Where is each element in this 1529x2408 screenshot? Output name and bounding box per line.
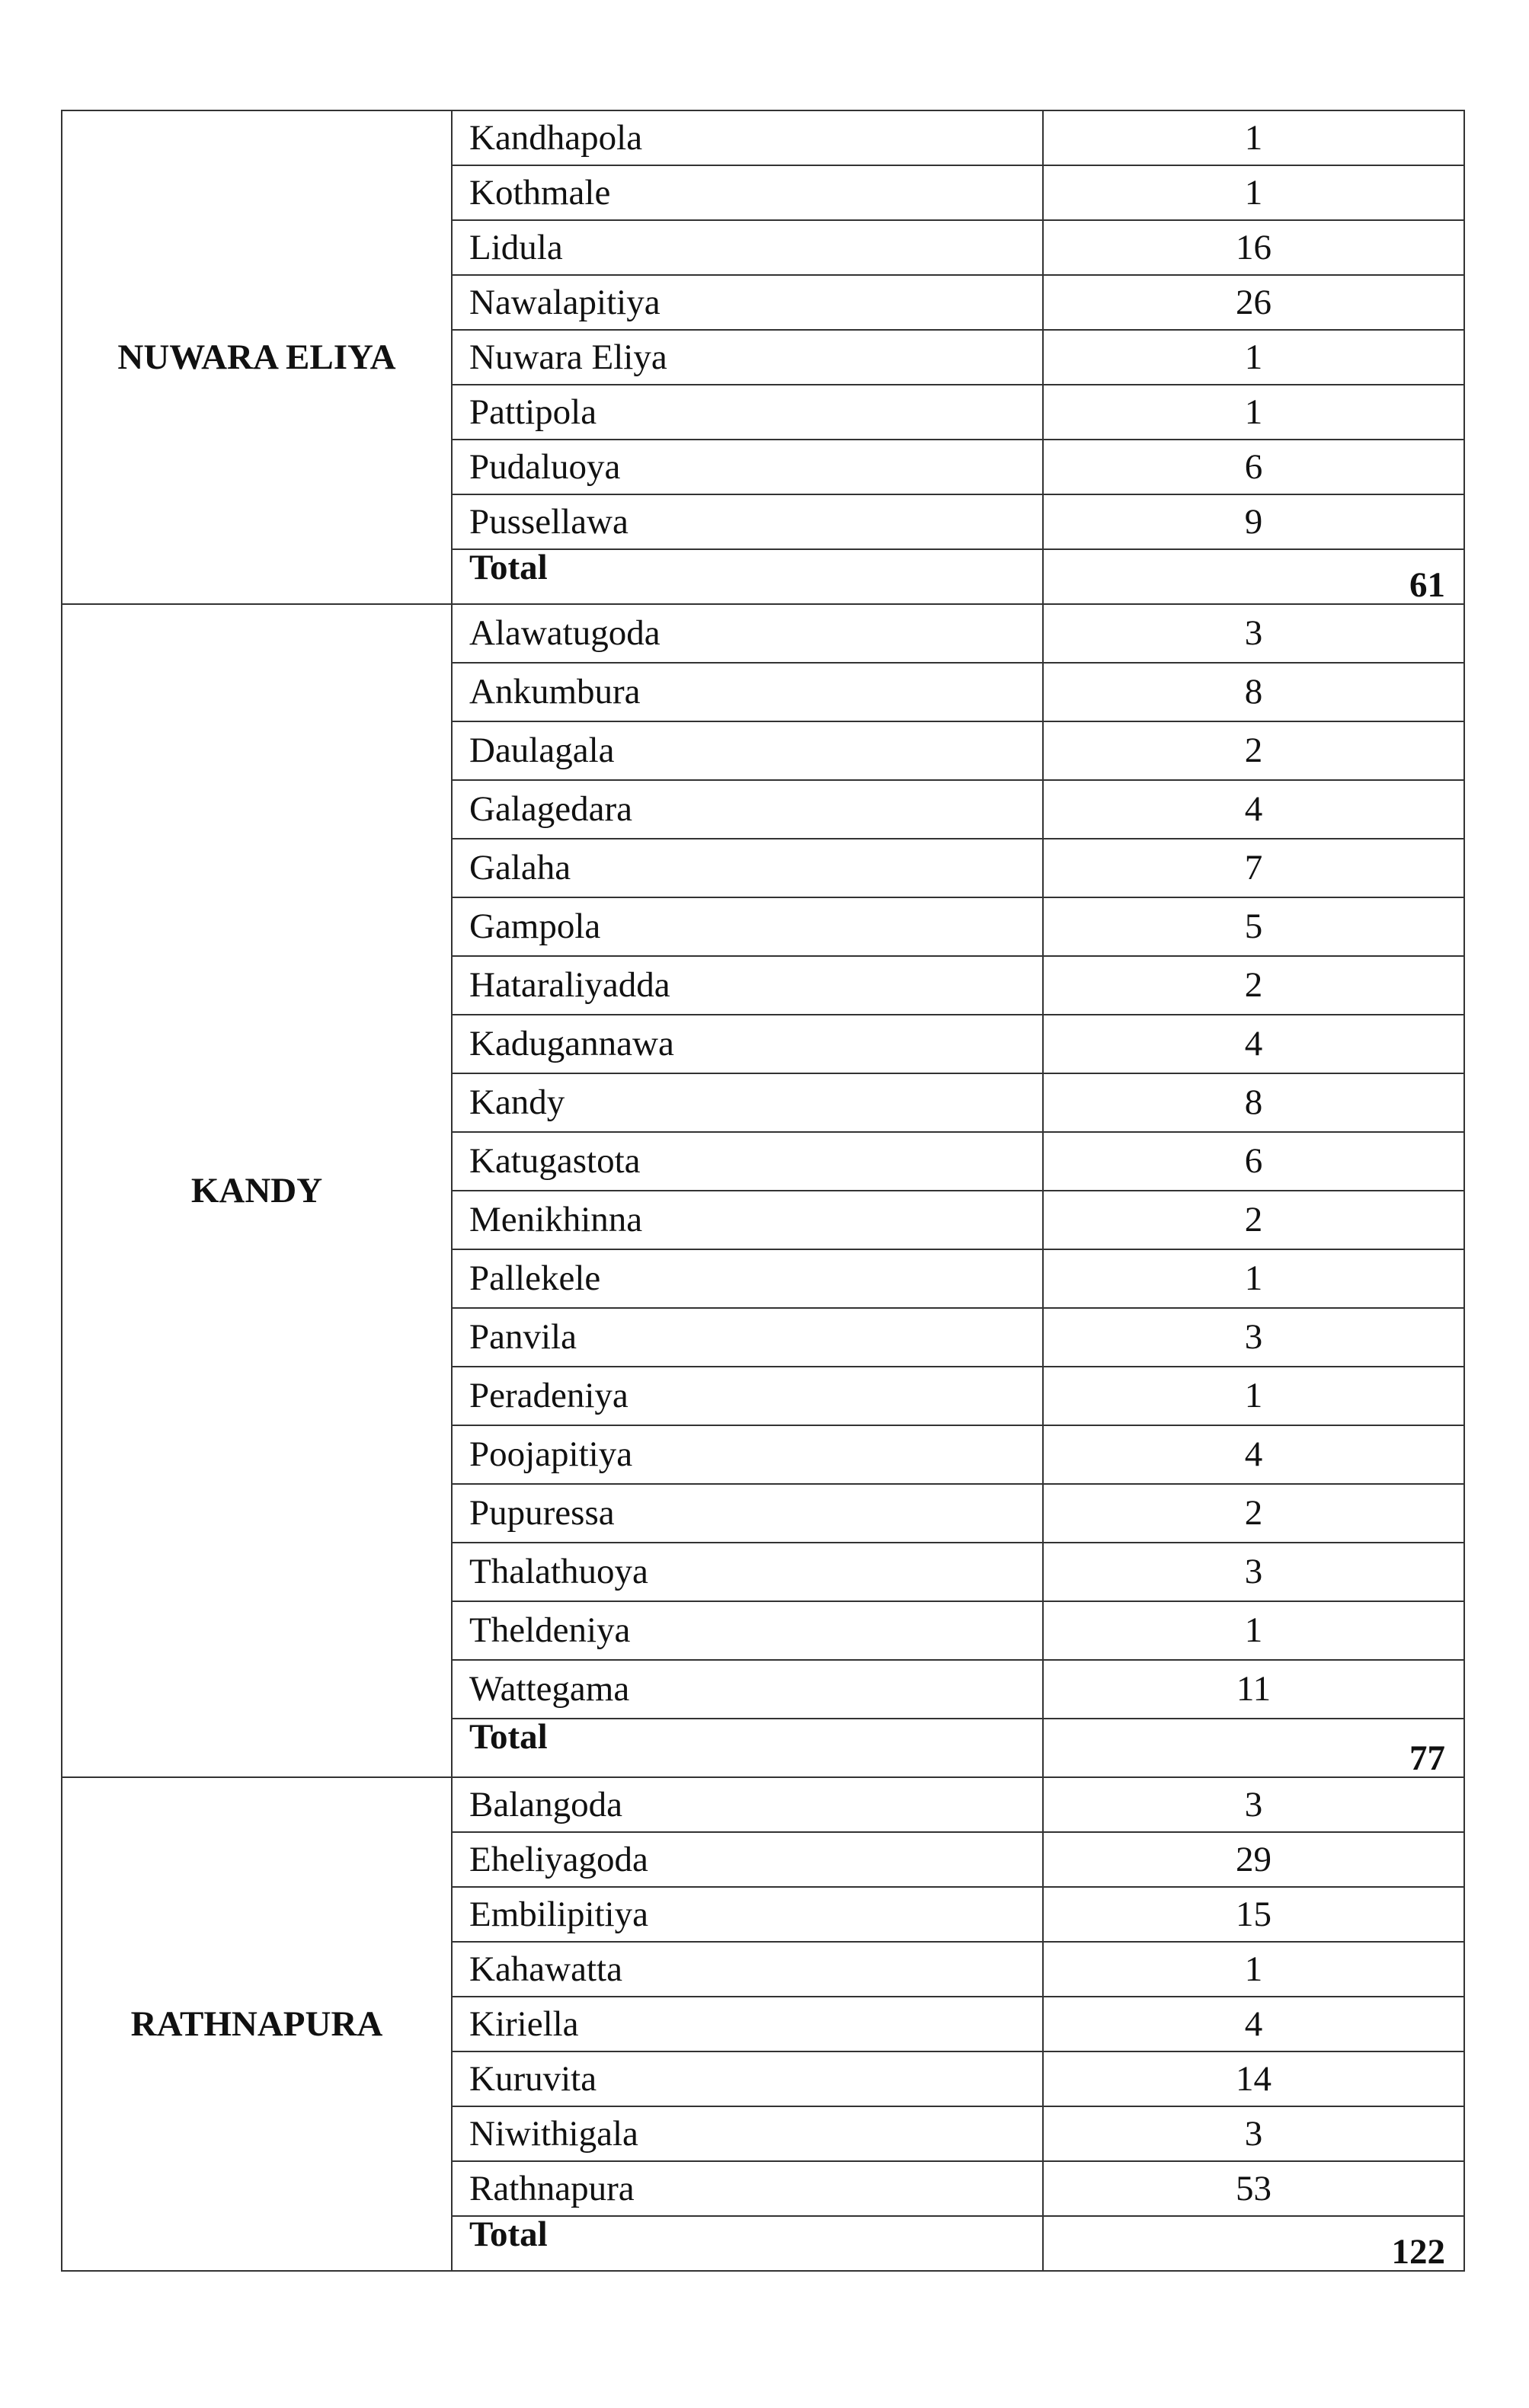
town-count: 11 bbox=[1043, 1660, 1464, 1719]
town-count: 4 bbox=[1043, 1997, 1464, 2051]
town-count: 53 bbox=[1043, 2161, 1464, 2216]
town-name: Eheliyagoda bbox=[452, 1832, 1043, 1887]
town-name: Pallekele bbox=[452, 1249, 1043, 1308]
town-count: 3 bbox=[1043, 604, 1464, 663]
town-count: 1 bbox=[1043, 165, 1464, 220]
town-name: Theldeniya bbox=[452, 1601, 1043, 1660]
district-name: NUWARA ELIYA bbox=[62, 110, 452, 604]
town-name: Kandy bbox=[452, 1073, 1043, 1132]
town-name: Alawatugoda bbox=[452, 604, 1043, 663]
town-name: Niwithigala bbox=[452, 2106, 1043, 2161]
town-count: 1 bbox=[1043, 1367, 1464, 1425]
town-name: Peradeniya bbox=[452, 1367, 1043, 1425]
table-row bbox=[62, 1777, 1464, 1832]
total-value: 61 bbox=[1043, 549, 1464, 604]
town-count: 4 bbox=[1043, 1015, 1464, 1073]
town-name: Rathnapura bbox=[452, 2161, 1043, 2216]
town-count: 7 bbox=[1043, 839, 1464, 897]
town-name: Kahawatta bbox=[452, 1942, 1043, 1997]
total-label: Total bbox=[452, 1719, 1043, 1777]
town-count: 5 bbox=[1043, 897, 1464, 956]
town-count: 1 bbox=[1043, 1942, 1464, 1997]
town-name: Nuwara Eliya bbox=[452, 330, 1043, 385]
town-count: 1 bbox=[1043, 1601, 1464, 1660]
town-count: 9 bbox=[1043, 494, 1464, 549]
town-name: Poojapitiya bbox=[452, 1425, 1043, 1484]
town-count: 29 bbox=[1043, 1832, 1464, 1887]
town-name: Galaha bbox=[452, 839, 1043, 897]
town-count: 1 bbox=[1043, 1249, 1464, 1308]
town-count: 2 bbox=[1043, 1191, 1464, 1249]
town-name: Pussellawa bbox=[452, 494, 1043, 549]
town-count: 4 bbox=[1043, 780, 1464, 839]
town-name: Ankumbura bbox=[452, 663, 1043, 721]
table-body bbox=[62, 110, 1464, 2271]
town-count: 6 bbox=[1043, 1132, 1464, 1191]
town-count: 14 bbox=[1043, 2051, 1464, 2106]
town-count: 8 bbox=[1043, 1073, 1464, 1132]
town-name: Wattegama bbox=[452, 1660, 1043, 1719]
town-name: Gampola bbox=[452, 897, 1043, 956]
table-row bbox=[62, 110, 1464, 165]
town-name: Nawalapitiya bbox=[452, 275, 1043, 330]
total-label: Total bbox=[452, 549, 1043, 604]
town-name: Lidula bbox=[452, 220, 1043, 275]
table-row bbox=[62, 604, 1464, 663]
town-name: Pupuressa bbox=[452, 1484, 1043, 1543]
town-name: Menikhinna bbox=[452, 1191, 1043, 1249]
town-name: Pudaluoya bbox=[452, 440, 1043, 494]
town-count: 8 bbox=[1043, 663, 1464, 721]
town-count: 16 bbox=[1043, 220, 1464, 275]
town-count: 26 bbox=[1043, 275, 1464, 330]
town-count: 3 bbox=[1043, 2106, 1464, 2161]
town-count: 4 bbox=[1043, 1425, 1464, 1484]
town-name: Balangoda bbox=[452, 1777, 1043, 1832]
town-name: Kiriella bbox=[452, 1997, 1043, 2051]
town-name: Kadugannawa bbox=[452, 1015, 1043, 1073]
town-count: 2 bbox=[1043, 956, 1464, 1015]
town-count: 6 bbox=[1043, 440, 1464, 494]
town-count: 2 bbox=[1043, 721, 1464, 780]
town-count: 3 bbox=[1043, 1308, 1464, 1367]
town-name: Daulagala bbox=[452, 721, 1043, 780]
town-count: 1 bbox=[1043, 330, 1464, 385]
total-value: 77 bbox=[1043, 1719, 1464, 1777]
district-name: KANDY bbox=[62, 604, 452, 1777]
town-count: 3 bbox=[1043, 1777, 1464, 1832]
town-name: Katugastota bbox=[452, 1132, 1043, 1191]
town-name: Panvila bbox=[452, 1308, 1043, 1367]
district-town-count-table bbox=[61, 110, 1465, 2272]
town-name: Embilipitiya bbox=[452, 1887, 1043, 1942]
town-name: Galagedara bbox=[452, 780, 1043, 839]
town-count: 2 bbox=[1043, 1484, 1464, 1543]
total-value: 122 bbox=[1043, 2216, 1464, 2271]
town-name: Kuruvita bbox=[452, 2051, 1043, 2106]
town-count: 1 bbox=[1043, 110, 1464, 165]
town-name: Thalathuoya bbox=[452, 1543, 1043, 1601]
town-name: Pattipola bbox=[452, 385, 1043, 440]
town-count: 1 bbox=[1043, 385, 1464, 440]
town-name: Kandhapola bbox=[452, 110, 1043, 165]
town-count: 3 bbox=[1043, 1543, 1464, 1601]
district-name: RATHNAPURA bbox=[62, 1777, 452, 2271]
total-label: Total bbox=[452, 2216, 1043, 2271]
town-name: Kothmale bbox=[452, 165, 1043, 220]
town-name: Hataraliyadda bbox=[452, 956, 1043, 1015]
town-count: 15 bbox=[1043, 1887, 1464, 1942]
